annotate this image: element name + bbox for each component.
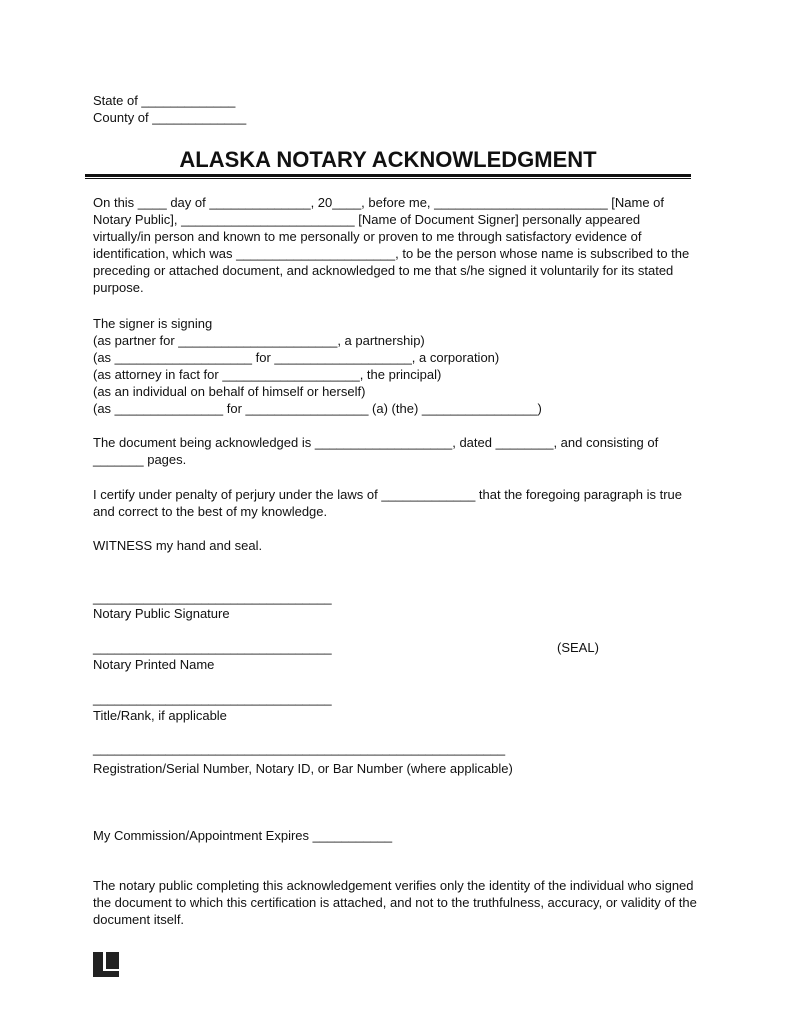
registration-line: _________________________________________________________ [93,741,506,756]
registration-label: Registration/Serial Number, Notary ID, or Bar Number (where applicable) [93,761,513,776]
disclaimer-line: document itself. [93,912,185,927]
witness-statement: WITNESS my hand and seal. [93,538,263,553]
signer-line: (as an individual on behalf of himself or herself) [93,384,366,399]
signer-line: (as partner for ______________________, a partnership) [93,333,425,348]
document-line: _______ pages. [93,452,187,467]
certify-line: I certify under penalty of perjury under the laws of _____________ that the foregoing paragraph is true [93,487,682,502]
certify-line: and correct to the best of my knowledge. [93,504,328,519]
county-field: County of _____________ [93,110,247,125]
title-double-rule [85,174,691,180]
signer-line: (as _______________ for _________________ (a) (the) ________________) [93,401,542,416]
notary-printed-name-line: _________________________________ [93,640,332,655]
intro-line: preceding or attached document, and acknowledged to me that s/he signed it voluntarily for its stated [93,263,674,278]
intro-line: identification, which was ______________________, to be the person whose name is subscribed to the [93,246,690,261]
commission-expires: My Commission/Appointment Expires ___________ [93,828,393,843]
title-rank-line: _________________________________ [93,691,332,706]
seal-label: (SEAL) [557,640,599,655]
brand-logo-icon [93,952,119,977]
document-line: The document being acknowledged is ___________________, dated ________, and consisting of [93,435,659,450]
notary-printed-name-label: Notary Printed Name [93,657,215,672]
signer-line: (as attorney in fact for ___________________, the principal) [93,367,442,382]
disclaimer-line: The notary public completing this acknowledgement verifies only the identity of the individual who signed [93,878,694,893]
title-rank-label: Title/Rank, if applicable [93,708,227,723]
page-title: ALASKA NOTARY ACKNOWLEDGMENT [179,147,597,172]
intro-line: Notary Public], ________________________ [Name of Document Signer] personally appeared [93,212,641,227]
signer-line: (as ___________________ for ___________________, a corporation) [93,350,500,365]
notary-signature-line: _________________________________ [93,590,332,605]
intro-line: purpose. [93,280,144,295]
intro-line: On this ____ day of ______________, 20____, before me, ________________________ [Name of [93,195,665,210]
disclaimer-line: the document to which this certification is attached, and not to the truthfulness, accuracy, or validity of the [93,895,697,910]
signer-line: The signer is signing [93,316,213,331]
state-field: State of _____________ [93,93,236,108]
notary-signature-label: Notary Public Signature [93,606,230,621]
intro-line: virtually/in person and known to me personally or proven to me through satisfactory evidence of [93,229,642,244]
